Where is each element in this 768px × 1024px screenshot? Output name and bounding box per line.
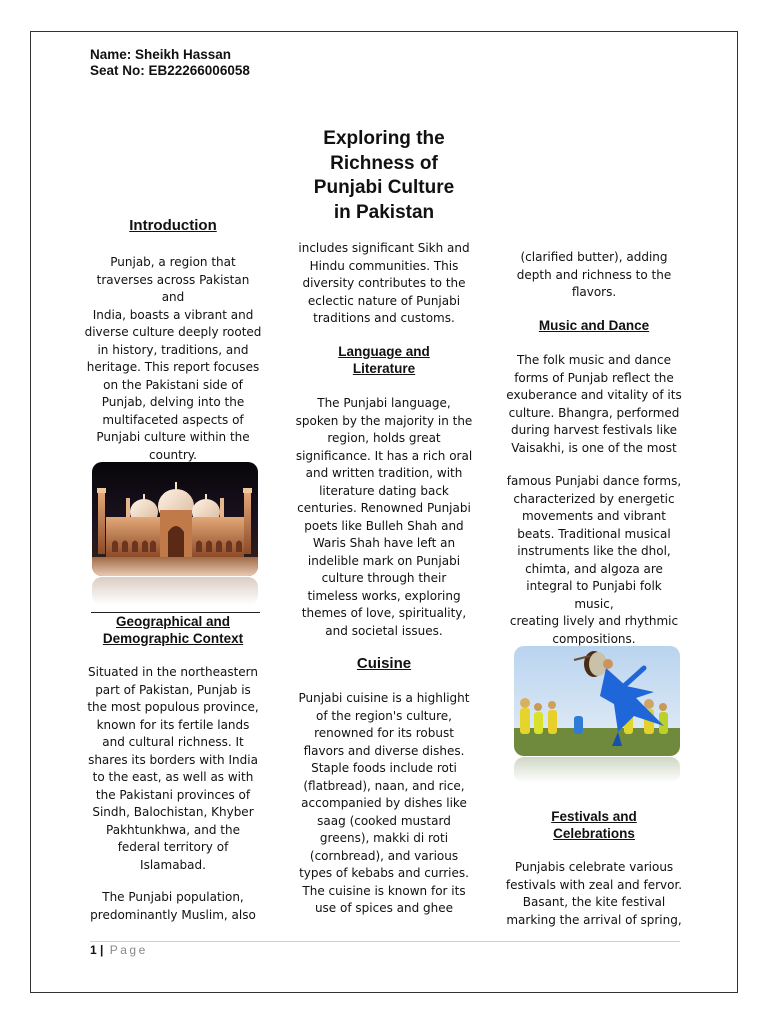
text-line: country.: [149, 447, 197, 462]
text-line: greens), makki di roti: [319, 831, 449, 845]
bhangra-photo-reflection: [514, 757, 680, 783]
page-separator: |: [100, 943, 104, 957]
bhangra-dancers-photo: [514, 646, 680, 756]
text-line: famous Punjabi dance forms,: [506, 474, 682, 488]
text-line: and cultural richness. It: [102, 735, 244, 749]
text-line: Waris Shah have left an: [312, 536, 456, 550]
text-line: and written tradition, with: [305, 466, 463, 480]
text-line: literature dating back: [319, 483, 449, 498]
text-line: of the region's culture,: [316, 708, 452, 723]
text-line: significance. It has a rich oral: [295, 448, 473, 463]
music-paragraph-continued: [505, 473, 683, 648]
document-title: [300, 127, 468, 225]
text-line: (flatbread), naan, and rice,: [303, 778, 465, 793]
text-line: Punjabi cuisine is a highlight: [298, 691, 470, 705]
text-line: shares its borders with India: [88, 752, 258, 767]
text-line: flavors.: [571, 285, 617, 299]
text-line: exuberance and vitality of its: [506, 388, 682, 402]
text-line: includes significant Sikh and: [298, 241, 470, 255]
title-line: Richness of: [330, 152, 438, 174]
text-line: federal territory of: [117, 840, 229, 854]
text-line: the Pakistani provinces of: [95, 787, 251, 802]
text-line: forms of Punjab reflect the: [514, 370, 674, 385]
language-heading: [300, 344, 468, 377]
heading-line: Geographical and: [115, 614, 231, 629]
text-line: traverses across Pakistan and: [96, 272, 250, 304]
heading-line: Literature: [352, 360, 416, 376]
text-line: predominantly Muslim, also: [90, 907, 256, 922]
text-line: poets like Bulleh Shah and: [304, 518, 464, 533]
language-paragraph: [295, 395, 473, 640]
text-line: during harvest festivals like: [510, 423, 677, 437]
text-line: centuries. Renowned Punjabi: [297, 501, 471, 515]
page-footer: [90, 943, 148, 957]
text-line: part of Pakistan, Punjab is: [95, 682, 251, 697]
text-line: The cuisine is known for its: [302, 883, 466, 898]
text-line: compositions.: [552, 631, 636, 646]
text-line: Hindu communities. This: [309, 258, 459, 273]
text-line: types of kebabs and curries.: [299, 866, 469, 880]
title-line: in Pakistan: [333, 201, 435, 223]
text-line: Staple foods include roti: [311, 761, 457, 775]
text-line: creating lively and rhythmic: [509, 614, 679, 628]
text-line: saag (cooked mustard: [317, 813, 451, 828]
text-line: (clarified butter), adding: [520, 250, 668, 264]
text-line: and societal issues.: [325, 623, 443, 638]
geographical-heading: [88, 614, 258, 647]
text-line: indelible mark on Punjabi: [307, 553, 461, 568]
text-line: heritage. This report focuses: [86, 360, 260, 374]
text-line: in history, traditions, and: [97, 342, 249, 357]
text-line: The folk music and dance: [516, 353, 672, 367]
cuisine-paragraph: [295, 690, 473, 918]
text-line: Punjabis celebrate various: [514, 860, 674, 874]
student-name: Name: Sheikh Hassan: [90, 47, 232, 62]
text-line: integral to Punjabi folk music,: [526, 579, 662, 611]
text-line: Situated in the northeastern: [88, 665, 258, 679]
text-line: diversity contributes to the: [302, 276, 466, 290]
text-line: beats. Traditional musical: [517, 526, 671, 541]
introduction-paragraph: [84, 254, 262, 464]
text-line: chimta, and algoza are: [525, 561, 663, 576]
heading-line: Language and: [338, 344, 430, 359]
text-line: flavors and diverse dishes.: [303, 743, 465, 758]
text-line: region, holds great: [327, 431, 441, 445]
text-line: to the east, as well as with: [92, 770, 254, 784]
mosque-photo: [92, 462, 258, 576]
festivals-heading: [510, 809, 678, 842]
text-line: timeless works, exploring: [307, 588, 461, 603]
text-line: Vaisakhi, is one of the most: [511, 440, 677, 455]
geographical-paragraph: [84, 664, 262, 874]
text-line: Basant, the kite festival: [522, 895, 666, 909]
title-line: Exploring the: [323, 128, 445, 149]
text-line: Pakhtunkhwa, and the: [106, 822, 240, 837]
footer-divider: [90, 941, 680, 942]
cuisine-continued-paragraph: [505, 249, 683, 302]
heading-line: Demographic Context: [102, 630, 244, 646]
text-line: the most populous province,: [87, 700, 259, 714]
cuisine-heading: Cuisine: [356, 655, 412, 672]
text-line: movements and vibrant: [521, 509, 666, 523]
text-line: The Punjabi population,: [102, 890, 244, 904]
text-line: known for its fertile lands: [96, 717, 250, 732]
text-line: accompanied by dishes like: [301, 796, 467, 810]
text-line: festivals with zeal and fervor.: [505, 877, 683, 892]
text-line: use of spices and ghee: [314, 901, 454, 915]
text-line: traditions and customs.: [313, 311, 455, 325]
text-line: renowned for its robust: [314, 726, 454, 740]
text-line: India, boasts a vibrant and: [92, 307, 254, 322]
text-line: The Punjabi language,: [317, 396, 451, 410]
text-line: themes of love, spirituality,: [301, 606, 467, 620]
text-line: depth and richness to the: [516, 267, 672, 282]
text-line: instruments like the dhol,: [517, 544, 671, 558]
text-line: spoken by the majority in the: [295, 413, 473, 428]
text-line: culture through their: [321, 571, 447, 585]
text-line: Islamabad.: [140, 857, 206, 872]
seat-number: Seat No: EB22266006058: [90, 63, 250, 78]
population-continued-paragraph: [295, 240, 473, 328]
text-line: on the Pakistani side of: [103, 377, 243, 392]
text-line: marking the arrival of spring,: [506, 912, 682, 927]
text-line: (cornbread), and various: [309, 848, 459, 863]
divider-line: [91, 612, 260, 613]
population-paragraph: [84, 889, 262, 924]
text-line: Sindh, Balochistan, Khyber: [92, 805, 254, 819]
page-label: Page: [109, 943, 148, 957]
festivals-paragraph: [505, 859, 683, 929]
text-line: characterized by energetic: [513, 491, 675, 506]
text-line: Punjabi culture within the: [96, 430, 250, 444]
mosque-photo-reflection: [92, 577, 258, 605]
music-heading: Music and Dance: [538, 318, 650, 333]
title-line: Punjabi Culture: [313, 177, 455, 198]
heading-line: Celebrations: [553, 825, 635, 841]
text-line: eclectic nature of Punjabi: [307, 293, 461, 308]
text-line: Punjab, delving into the: [101, 395, 245, 409]
text-line: Punjab, a region that: [110, 255, 236, 269]
page-number: 1: [90, 943, 97, 957]
student-header: [90, 47, 250, 79]
text-line: multifaceted aspects of: [102, 412, 244, 427]
music-paragraph: [505, 352, 683, 457]
heading-line: Festivals and: [551, 809, 637, 824]
text-line: diverse culture deeply rooted: [84, 325, 262, 339]
text-line: culture. Bhangra, performed: [508, 405, 680, 420]
introduction-heading: Introduction: [129, 217, 217, 234]
